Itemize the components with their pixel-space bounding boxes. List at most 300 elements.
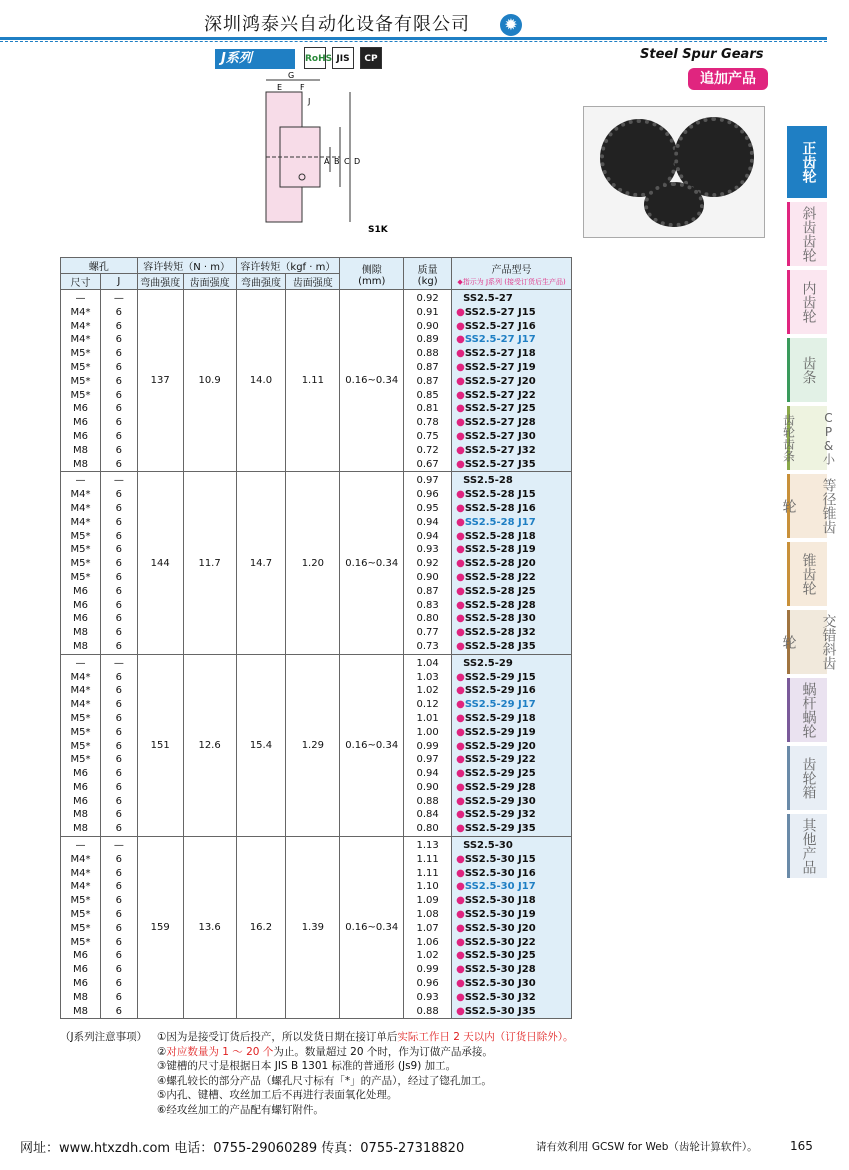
table-cell: 6 [115,458,123,470]
table-cell: M5* [70,936,91,948]
table-cell: 6 [115,544,123,556]
model-number: SS2.5-30 J35 [464,1005,536,1017]
table-cell: 6 [115,489,123,501]
new-item-dot-icon: ● [456,458,465,470]
new-item-dot-icon: ● [456,444,465,456]
note-2: ②对应数量为 1 ～ 20 个为止。数量超过 20 个时，作为订做产品承接。 [157,1045,493,1058]
table-cell: 0.16~0.34 [340,837,404,1019]
table-cell: 1.01 [416,712,439,724]
table-cell: 6 [115,417,123,429]
table-cell: 0.87 [416,585,439,597]
table-cell: M4* [70,699,91,711]
col-torque-kgf: 容许转矩（kgf · m） [236,258,340,274]
new-item-dot-icon: ● [456,823,465,835]
note-5: ⑤内孔、键槽、攻丝加工后不再进行表面氧化处理。 [157,1089,398,1101]
table-row [61,654,572,836]
table-cell: 6 [115,571,123,583]
table-cell: 6 [115,389,123,401]
model-number: SS2.5-30 J18 [464,895,536,907]
model-number: SS2.5-27 J28 [464,417,536,429]
table-cell: M6 [72,964,88,976]
new-item-dot-icon: ● [456,627,465,639]
table-cell: 0.85 [416,389,439,401]
table-cell: 0.92 [416,293,439,304]
new-item-dot-icon: ● [456,306,465,318]
model-number: SS2.5-27 J16 [464,320,536,332]
new-item-dot-icon: ● [456,334,465,346]
new-item-dot-icon: ● [456,853,465,865]
new-item-dot-icon: ● [456,936,465,948]
new-item-dot-icon: ● [456,795,465,807]
table-cell: 16.2 [236,837,286,1019]
notes-label: （J系列注意事项） [60,1031,148,1043]
model-number: SS2.5-27 J15 [464,306,536,318]
model-number: SS2.5-27 J19 [464,361,536,373]
table-cell: 6 [115,936,123,948]
table-cell: 1.02 [416,950,439,962]
new-item-dot-icon: ● [456,375,465,387]
dim-d: D [354,157,361,166]
new-item-dot-icon: ● [456,516,465,528]
table-cell: 0.88 [416,795,439,807]
sidebar-item-gearbox[interactable]: 齿轮箱 [787,746,827,810]
sidebar-item-helical[interactable]: 斜齿齿轮 [787,202,827,266]
table-cell: 6 [115,671,123,683]
table-cell: M5* [70,361,91,373]
table-cell: 12.6 [183,654,236,836]
table-cell: M6 [72,768,88,780]
new-item-dot-icon: ● [456,991,465,1003]
model-number: SS2.5-28 J28 [464,599,536,611]
new-item-dot-icon: ● [456,895,465,907]
new-item-dot-icon: ● [456,361,465,373]
table-cell: M8 [72,640,88,652]
table-cell: M5* [70,754,91,766]
model-number: SS2.5-29 J28 [464,781,536,793]
table-cell: — [75,293,86,304]
dim-g: G [288,71,295,80]
table-cell: M4* [70,502,91,514]
table-cell: 0.89 [416,334,439,346]
model-number: SS2.5-28 [463,475,513,487]
new-item-dot-icon: ● [456,417,465,429]
cp-icon: CP [360,47,382,69]
table-cell: 6 [115,712,123,724]
table-cell: M5* [70,895,91,907]
table-cell: M5* [70,530,91,542]
new-item-dot-icon: ● [456,671,465,683]
new-item-dot-icon: ● [456,430,465,442]
table-cell: 0.99 [416,964,439,976]
table-cell: — [75,840,86,852]
new-item-dot-icon: ● [456,558,465,570]
note-1: ①因为是接受订货后投产，所以发货日期在接订单后实际工作日 2 天以内（订货日除外）。 [157,1031,574,1043]
table-cell: M4* [70,685,91,697]
new-item-dot-icon: ● [456,726,465,738]
table-cell: M4* [70,853,91,865]
table-cell: 0.99 [416,740,439,752]
table-cell: 6 [115,320,123,332]
table-cell: 6 [115,599,123,611]
new-item-dot-icon: ● [456,950,465,962]
table-cell: 1.07 [416,922,439,934]
table-cell: 0.97 [416,754,439,766]
col-mass: 质量 (kg) [404,258,452,290]
table-cell: 6 [115,978,123,990]
gear-section-diagram [250,72,400,237]
table-cell: 0.91 [416,306,439,318]
table-cell: M5* [70,571,91,583]
table-cell: M8 [72,627,88,639]
table-cell: 137 [137,290,183,472]
table-cell: M6 [72,585,88,597]
table-cell: 0.12 [416,699,439,711]
model-number: SS2.5-29 J35 [464,823,536,835]
table-cell: 0.81 [416,403,439,415]
sidebar-item-bevel[interactable]: 锥齿轮 [787,542,827,606]
table-cell: 0.95 [416,502,439,514]
spec-table [60,257,572,1019]
table-cell: 0.90 [416,320,439,332]
table-cell: 6 [115,809,123,821]
model-number: SS2.5-29 J25 [464,768,536,780]
table-cell: M5* [70,389,91,401]
table-cell: 6 [115,1005,123,1017]
table-cell: 6 [115,909,123,921]
table-cell: M5* [70,375,91,387]
model-number: SS2.5-29 J30 [464,795,536,807]
model-number: SS2.5-28 J35 [464,640,536,652]
new-item-dot-icon: ● [456,909,465,921]
header-bar [0,0,827,40]
category-sidebar [780,126,837,882]
new-item-dot-icon: ● [456,809,465,821]
table-cell: M4* [70,334,91,346]
model-number: SS2.5-30 J32 [464,991,536,1003]
table-cell: M6 [72,417,88,429]
table-cell: 6 [115,306,123,318]
col-bend-nm: 弯曲强度 [137,274,183,290]
sidebar-item-rack[interactable]: 齿条 [787,338,827,402]
sidebar-item-other[interactable]: 其他产品 [787,814,827,878]
table-cell: 1.20 [286,472,340,654]
table-cell: 0.16~0.34 [340,472,404,654]
new-item-dot-icon: ● [456,699,465,711]
model-number: SS2.5-28 J16 [464,502,536,514]
table-cell: M5* [70,922,91,934]
new-item-dot-icon: ● [456,922,465,934]
new-item-dot-icon: ● [456,964,465,976]
model-number: SS2.5-27 J32 [464,444,536,456]
series-label: J系列 [215,49,295,69]
col-torque-nm: 容许转矩（N · m） [137,258,236,274]
table-cell: 6 [115,768,123,780]
product-photo [583,106,765,238]
table-cell: M5* [70,726,91,738]
table-cell: 0.97 [416,475,439,487]
table-cell: 1.10 [416,881,439,893]
dim-a: A [324,157,330,166]
table-cell: M4* [70,306,91,318]
table-cell: M6 [72,403,88,415]
table-cell: 1.03 [416,671,439,683]
model-number: SS2.5-30 J16 [464,867,536,879]
new-item-dot-icon: ● [456,403,465,415]
table-cell: 0.88 [416,348,439,360]
table-cell: 11.7 [183,472,236,654]
table-row [61,290,572,472]
table-cell: 0.73 [416,640,439,652]
table-cell: M6 [72,978,88,990]
table-cell: 151 [137,654,183,836]
table-cell: 1.02 [416,685,439,697]
table-row [61,837,572,1019]
table-cell: 0.93 [416,991,439,1003]
new-item-dot-icon: ● [456,320,465,332]
table-cell: 0.72 [416,444,439,456]
table-cell: M4* [70,881,91,893]
model-number: SS2.5-30 J25 [464,950,536,962]
table-cell: 1.39 [286,837,340,1019]
table-cell: M6 [72,430,88,442]
model-number: SS2.5-30 J20 [464,922,536,934]
table-cell: 6 [115,795,123,807]
table-cell: 0.94 [416,516,439,528]
table-cell: 6 [115,895,123,907]
model-number: SS2.5-27 J18 [464,348,536,360]
note-6: ⑥经攻丝加工的产品配有螺钉附件。 [157,1103,324,1116]
table-cell: 10.9 [183,290,236,472]
dim-f: F [300,83,305,92]
table-cell: — [113,475,124,487]
sidebar-item-internal[interactable]: 内齿轮 [787,270,827,334]
jis-icon: JIS [332,47,354,69]
table-cell: 6 [115,613,123,625]
table-cell: M8 [72,458,88,470]
new-item-dot-icon: ● [456,1005,465,1017]
table-cell: 6 [115,558,123,570]
table-cell: 6 [115,430,123,442]
col-backlash: 侧隙 (mm) [340,258,404,290]
sidebar-item-screw[interactable]: 交错斜齿轮 [787,610,827,674]
model-number: SS2.5-27 J17 [464,334,536,346]
table-cell: M6 [72,950,88,962]
note-4: ④螺孔较长的部分产品（螺孔尺寸标有「*」的产品），经过了锪孔加工。 [157,1074,492,1087]
col-surf-kgf: 齿面强度 [286,274,340,290]
new-item-dot-icon: ● [456,867,465,879]
table-cell: M5* [70,712,91,724]
company-name: 深圳鸿泰兴自动化设备有限公司 [204,14,470,35]
table-cell: 6 [115,403,123,415]
table-cell: 6 [115,964,123,976]
table-cell: — [113,840,124,852]
col-surf-nm: 齿面强度 [183,274,236,290]
table-cell: 0.96 [416,489,439,501]
model-number: SS2.5-29 J20 [464,740,536,752]
model-number: SS2.5-28 J15 [464,489,536,501]
col-model: 产品型号 ◆指示为 J系列 (接受订货后生产品) [452,258,572,290]
table-cell: 1.06 [416,936,439,948]
divider [0,41,827,42]
new-product-badge: 追加产品 [688,68,768,90]
table-cell: 1.00 [416,726,439,738]
table-cell: 6 [115,530,123,542]
table-cell: 6 [115,823,123,835]
table-cell: 0.94 [416,768,439,780]
table-row [61,472,572,654]
table-cell: 6 [115,640,123,652]
sidebar-item-spur[interactable]: 正齿轮 [787,126,827,198]
dim-j: J [308,97,311,106]
model-number: SS2.5-28 J18 [464,530,536,542]
table-cell: M6 [72,599,88,611]
model-number: SS2.5-29 J16 [464,685,536,697]
model-number: SS2.5-30 J19 [464,909,536,921]
model-number: SS2.5-28 J30 [464,613,536,625]
page-number: 165 [790,1139,813,1153]
model-number: SS2.5-29 [463,657,513,669]
table-cell: 0.75 [416,430,439,442]
table-cell: 6 [115,991,123,1003]
table-cell: 6 [115,781,123,793]
note-3: ③键槽的尺寸是根据日本 JIS B 1301 标准的普通形 (Js9) 加工。 [157,1060,457,1072]
table-cell: M6 [72,613,88,625]
model-number: SS2.5-30 J28 [464,964,536,976]
model-number: SS2.5-27 J22 [464,389,536,401]
table-cell: M4* [70,671,91,683]
table-cell: 13.6 [183,837,236,1019]
new-item-dot-icon: ● [456,544,465,556]
table-cell: 6 [115,867,123,879]
dim-c: C [344,157,350,166]
table-cell: 1.08 [416,909,439,921]
table-cell: M8 [72,991,88,1003]
sidebar-item-miter[interactable]: 等径锥齿轮 [787,474,827,538]
col-j: J [100,274,137,290]
table-cell: 1.11 [416,853,439,865]
model-number: SS2.5-28 J19 [464,544,536,556]
rohs-icon: RoHS [304,47,326,69]
model-number: SS2.5-27 J25 [464,403,536,415]
new-item-dot-icon: ● [456,781,465,793]
table-cell: 0.67 [416,458,439,470]
table-cell: M4* [70,489,91,501]
model-number: SS2.5-30 [463,840,513,852]
table-cell: M6 [72,781,88,793]
table-cell: — [113,293,124,304]
table-cell: M6 [72,795,88,807]
table-cell: 6 [115,853,123,865]
footer-contact: 网址：www.htxzdh.com 电话：0755-29060289 传真：0755-27318820 [20,1141,465,1156]
model-number: SS2.5-28 J17 [464,516,536,528]
table-cell: 0.90 [416,571,439,583]
col-bend-kgf: 弯曲强度 [236,274,286,290]
table-cell: M5* [70,544,91,556]
dim-e: E [277,83,283,92]
table-cell: M5* [70,558,91,570]
table-cell: M8 [72,809,88,821]
new-item-dot-icon: ● [456,740,465,752]
gear-logo-icon: ✹ [500,14,522,36]
table-cell: 0.92 [416,558,439,570]
table-cell: 6 [115,685,123,697]
table-cell: 6 [115,699,123,711]
table-cell: 0.77 [416,627,439,639]
model-number: SS2.5-28 J22 [464,571,536,583]
table-cell: — [113,657,124,669]
table-cell: M8 [72,444,88,456]
table-cell: M4* [70,516,91,528]
model-number: SS2.5-28 J32 [464,627,536,639]
col-size: 尺寸 [61,274,101,290]
table-cell: 14.7 [236,472,286,654]
dim-s1k: S1K [368,225,388,235]
model-number: SS2.5-30 J22 [464,936,536,948]
new-item-dot-icon: ● [456,768,465,780]
table-cell: 0.84 [416,809,439,821]
new-item-dot-icon: ● [456,640,465,652]
model-number: SS2.5-27 J30 [464,430,536,442]
sidebar-item-cp[interactable]: CP&小齿轮齿条 [787,406,827,470]
product-subtitle: Steel Spur Gears [640,47,764,62]
table-cell: 6 [115,375,123,387]
table-cell: — [75,657,86,669]
table-cell: 0.88 [416,1005,439,1017]
model-number: SS2.5-29 J18 [464,712,536,724]
sidebar-item-worm[interactable]: 蜗杆蜗轮 [787,678,827,742]
model-number: SS2.5-29 J17 [464,699,536,711]
table-cell: 0.96 [416,978,439,990]
table-cell: 0.87 [416,361,439,373]
table-cell: 0.80 [416,613,439,625]
model-number: SS2.5-30 J15 [464,853,536,865]
new-item-dot-icon: ● [456,348,465,360]
table-cell: — [75,475,86,487]
model-number: SS2.5-28 J20 [464,558,536,570]
model-number: SS2.5-29 J22 [464,754,536,766]
table-cell: 144 [137,472,183,654]
table-cell: 0.87 [416,375,439,387]
table-cell: 0.80 [416,823,439,835]
table-cell: M5* [70,909,91,921]
table-cell: 15.4 [236,654,286,836]
new-item-dot-icon: ● [456,754,465,766]
table-cell: 159 [137,837,183,1019]
model-number: SS2.5-27 J20 [464,375,536,387]
new-item-dot-icon: ● [456,585,465,597]
table-cell: 6 [115,950,123,962]
table-cell: 6 [115,754,123,766]
table-cell: 6 [115,502,123,514]
table-cell: 1.11 [416,867,439,879]
new-item-dot-icon: ● [456,599,465,611]
model-number: SS2.5-27 [463,293,513,304]
new-item-dot-icon: ● [456,881,465,893]
table-cell: 1.29 [286,654,340,836]
table-cell: M8 [72,823,88,835]
table-cell: M5* [70,740,91,752]
col-screw-hole: 螺孔 [61,258,138,274]
new-item-dot-icon: ● [456,613,465,625]
table-cell: 6 [115,444,123,456]
table-cell: M8 [72,1005,88,1017]
table-cell: 1.04 [416,657,439,669]
table-cell: 0.16~0.34 [340,290,404,472]
dim-b: B [334,157,340,166]
table-cell: 0.93 [416,544,439,556]
table-cell: 6 [115,585,123,597]
table-cell: 6 [115,881,123,893]
